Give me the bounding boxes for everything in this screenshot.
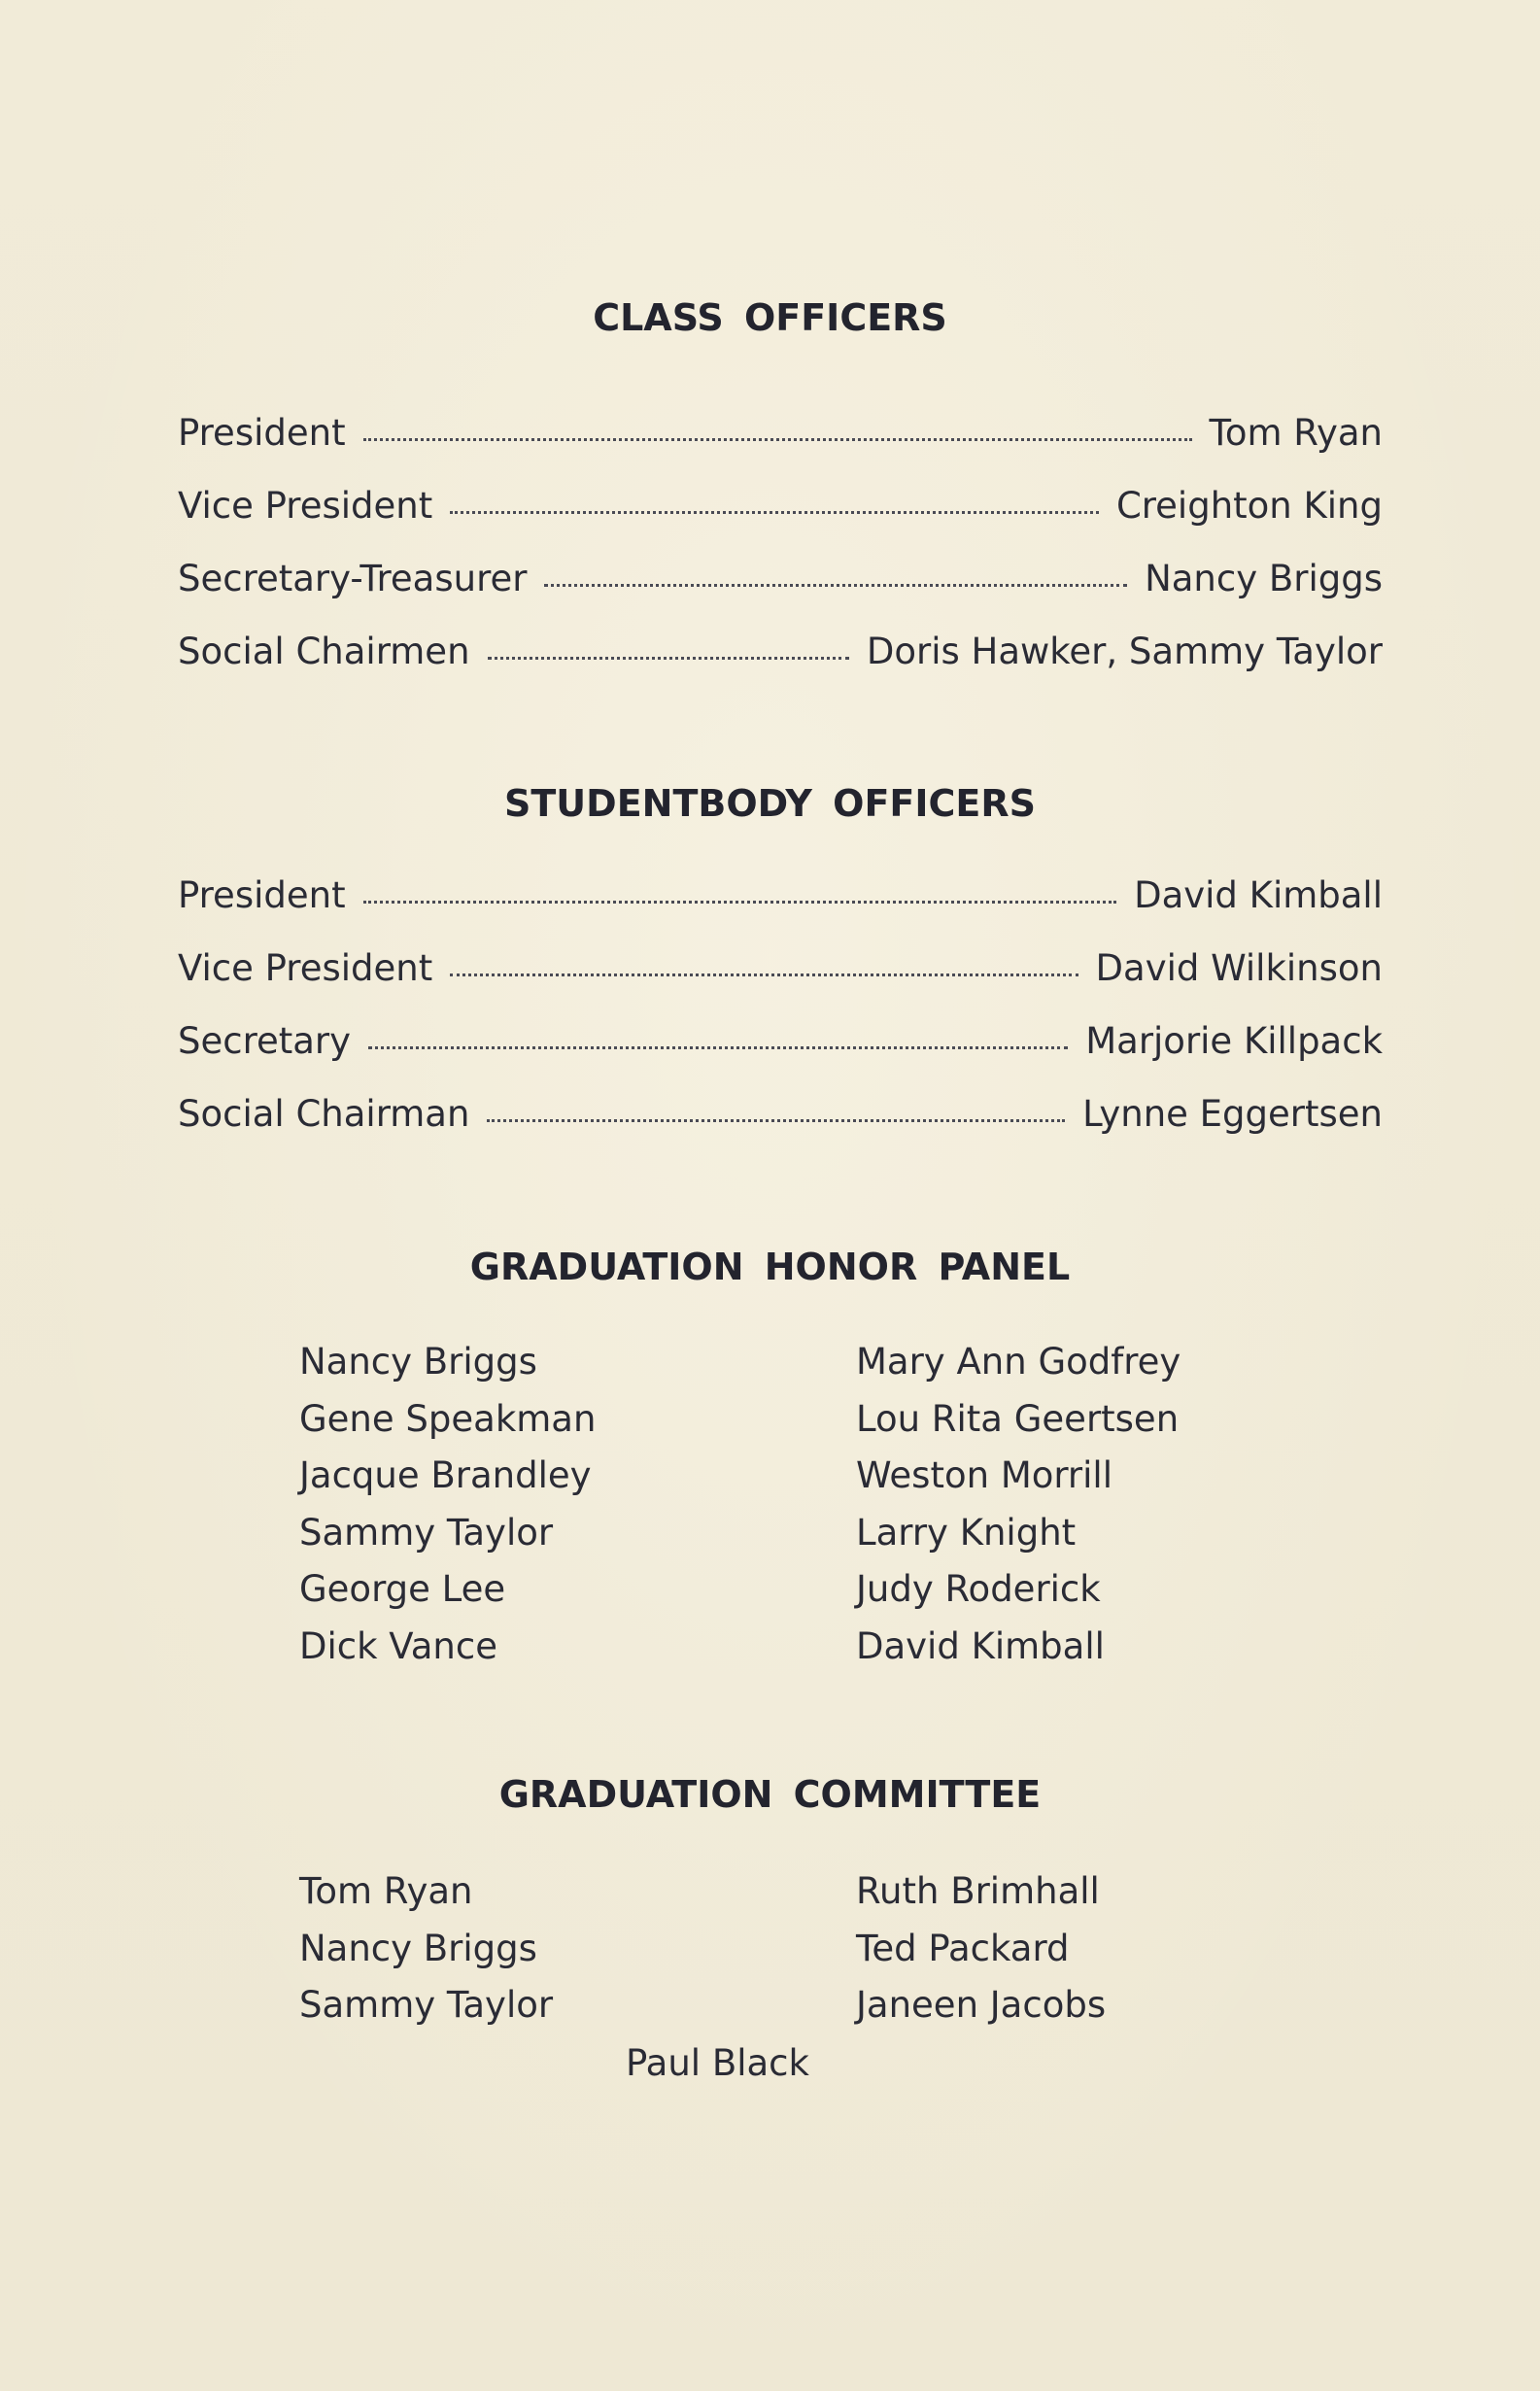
officer-row xyxy=(178,1020,1383,1093)
officer-row xyxy=(178,874,1383,947)
dot-leader xyxy=(450,973,1078,976)
list-item: David Kimball xyxy=(856,1624,1105,1667)
officer-role: Social Chairman xyxy=(178,1093,470,1135)
class-officers-list xyxy=(178,412,1383,703)
studentbody-officers-list xyxy=(178,874,1383,1166)
dot-leader xyxy=(363,901,1117,904)
officer-role: Vice President xyxy=(178,947,433,989)
list-item: Nancy Briggs xyxy=(299,1927,537,1969)
officer-row xyxy=(178,558,1383,631)
officer-role: Vice President xyxy=(178,485,433,527)
dot-leader xyxy=(488,657,849,660)
dot-leader xyxy=(450,511,1099,514)
list-item: Weston Morrill xyxy=(856,1454,1112,1496)
list-item: Jacque Brandley xyxy=(299,1454,592,1496)
list-item: Judy Roderick xyxy=(856,1568,1101,1610)
officer-role: Secretary xyxy=(178,1020,352,1062)
studentbody-officers-heading: STUDENTBODY OFFICERS xyxy=(504,782,1036,825)
class-officers-heading: CLASS OFFICERS xyxy=(593,296,947,339)
committee-right-column xyxy=(856,1870,1361,2041)
honor-panel-left-column xyxy=(299,1341,804,1682)
list-item: Dick Vance xyxy=(299,1624,497,1667)
list-item: Tom Ryan xyxy=(299,1870,473,1912)
list-item: Sammy Taylor xyxy=(299,1984,554,2026)
officer-name: David Kimball xyxy=(1134,874,1383,916)
officer-role: Secretary-Treasurer xyxy=(178,558,528,599)
list-item: Sammy Taylor xyxy=(299,1511,554,1554)
officer-role: Social Chairmen xyxy=(178,631,470,672)
officer-row xyxy=(178,412,1383,485)
officer-name: Doris Hawker, Sammy Taylor xyxy=(866,631,1383,672)
list-item: George Lee xyxy=(299,1568,506,1610)
officer-role: President xyxy=(178,412,346,454)
officer-name: Nancy Briggs xyxy=(1145,558,1383,599)
dot-leader xyxy=(487,1119,1065,1122)
list-item: Janeen Jacobs xyxy=(856,1984,1107,2026)
committee-center-name: Paul Black xyxy=(626,2042,809,2084)
list-item: Gene Speakman xyxy=(299,1397,597,1440)
officer-role: President xyxy=(178,874,346,916)
list-item: Ted Packard xyxy=(856,1927,1070,1969)
officer-row xyxy=(178,947,1383,1020)
honor-panel-heading: GRADUATION HONOR PANEL xyxy=(469,1246,1071,1288)
officer-name: Marjorie Killpack xyxy=(1085,1020,1383,1062)
honor-panel-right-column xyxy=(856,1341,1361,1682)
list-item: Mary Ann Godfrey xyxy=(856,1341,1181,1383)
officer-name: David Wilkinson xyxy=(1095,947,1383,989)
dot-leader xyxy=(544,584,1127,587)
list-item: Lou Rita Geertsen xyxy=(856,1397,1180,1440)
officer-row xyxy=(178,1093,1383,1166)
committee-left-column xyxy=(299,1870,804,2041)
officer-row xyxy=(178,631,1383,703)
dot-leader xyxy=(363,438,1192,441)
officer-name: Lynne Eggertsen xyxy=(1082,1093,1383,1135)
list-item: Nancy Briggs xyxy=(299,1341,537,1383)
officer-name: Tom Ryan xyxy=(1209,412,1383,454)
officer-name: Creighton King xyxy=(1115,485,1383,527)
officer-row xyxy=(178,485,1383,558)
list-item: Larry Knight xyxy=(856,1511,1077,1554)
committee-heading: GRADUATION COMMITTEE xyxy=(498,1773,1042,1816)
list-item: Ruth Brimhall xyxy=(856,1870,1100,1912)
dot-leader xyxy=(368,1046,1068,1049)
